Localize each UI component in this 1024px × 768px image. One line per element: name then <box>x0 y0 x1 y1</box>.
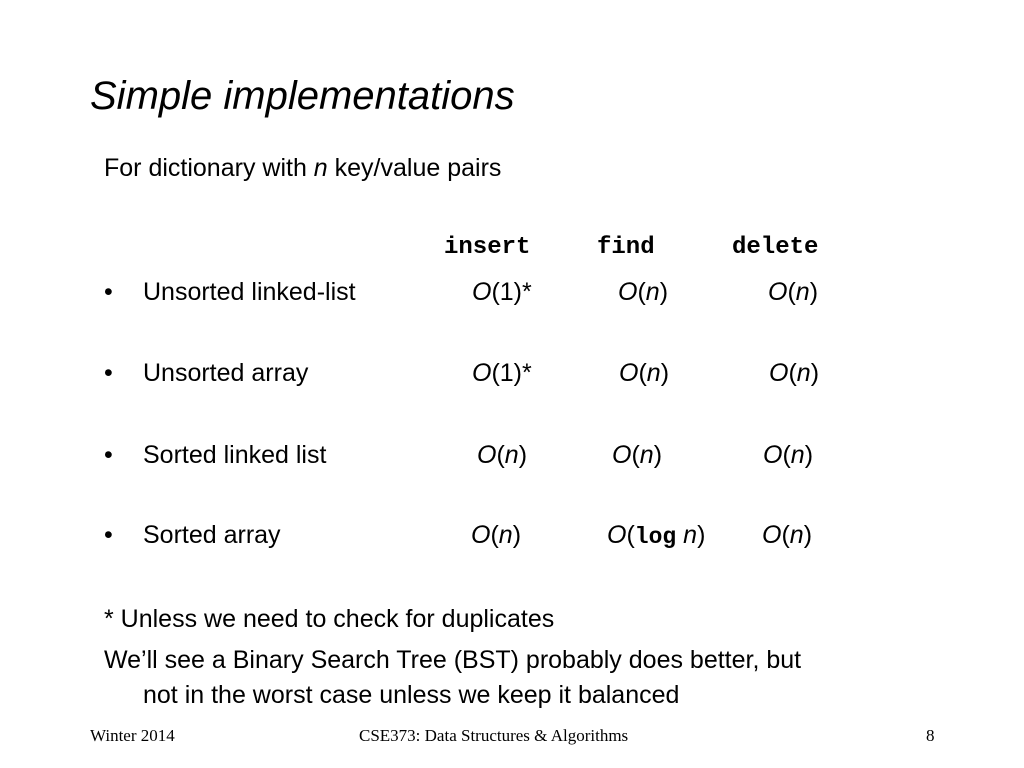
cell-insert <box>471 521 521 550</box>
big-o: O <box>477 441 497 469</box>
closing-line-1: We’ll see a Binary Search Tree (BST) probably does better, but <box>104 646 802 674</box>
big-o: O <box>607 521 627 549</box>
row-label: Unsorted linked-list <box>143 278 356 306</box>
big-o: O <box>768 278 788 306</box>
footer-center: CSE373: Data Structures & Algorithms <box>359 726 629 745</box>
cell-delete <box>768 278 818 307</box>
cell-text: ( <box>496 441 505 469</box>
bullet: • <box>104 359 113 387</box>
cell-text: ( <box>788 359 797 387</box>
closing-line-2: not in the worst case unless we keep it balanced <box>143 681 680 709</box>
cell-text: ) <box>809 278 819 306</box>
cell-text: ( <box>626 521 635 549</box>
var-n: n <box>790 441 805 469</box>
var-n: n <box>796 359 811 387</box>
bullet: • <box>104 521 113 549</box>
row-label: Sorted array <box>143 521 281 549</box>
slide-title: Simple implementations <box>90 74 515 118</box>
var-n: n <box>639 441 654 469</box>
cell-find <box>619 359 669 388</box>
big-o: O <box>472 278 492 306</box>
var-n: n <box>646 359 661 387</box>
cell-find <box>607 521 705 550</box>
log-keyword: log <box>634 524 677 550</box>
cell-text: ) <box>512 521 522 549</box>
cell-text: ( <box>631 441 640 469</box>
row-label: Sorted linked list <box>143 441 327 469</box>
cell-text: ) <box>697 521 706 549</box>
cell-delete <box>762 521 812 550</box>
var-n: n <box>504 441 519 469</box>
cell-delete <box>763 441 813 470</box>
big-o: O <box>762 521 782 549</box>
var-n: n <box>795 278 810 306</box>
cell-text: ) <box>518 441 528 469</box>
big-o: O <box>472 359 492 387</box>
big-o: O <box>471 521 491 549</box>
row-label: Unsorted array <box>143 359 309 387</box>
cell-text: ( <box>637 278 646 306</box>
cell-text: (1)* <box>491 359 532 387</box>
intro-var: n <box>313 154 328 182</box>
footnote: * Unless we need to check for duplicates <box>104 605 555 633</box>
cell-text: ) <box>660 359 670 387</box>
intro-prefix: For dictionary with <box>104 154 314 182</box>
cell-find <box>612 441 662 470</box>
cell-insert <box>477 441 527 470</box>
footer-left: Winter 2014 <box>90 726 175 745</box>
var-n: n <box>498 521 513 549</box>
big-o: O <box>763 441 783 469</box>
cell-text: ) <box>803 521 813 549</box>
column-header-delete: delete <box>732 234 819 261</box>
cell-text: ( <box>490 521 499 549</box>
cell-text: ) <box>659 278 669 306</box>
cell-text: ) <box>810 359 820 387</box>
cell-text: ( <box>781 521 790 549</box>
cell-insert <box>472 278 532 307</box>
big-o: O <box>769 359 789 387</box>
cell-find <box>618 278 668 307</box>
big-o: O <box>612 441 632 469</box>
var-n: n <box>789 521 804 549</box>
cell-insert <box>472 359 532 388</box>
page-number: 8 <box>926 726 935 745</box>
cell-delete <box>769 359 819 388</box>
intro-line <box>104 154 501 183</box>
column-header-find: find <box>597 234 655 261</box>
var-n: n <box>676 521 698 549</box>
bullet: • <box>104 441 113 469</box>
var-n: n <box>645 278 660 306</box>
big-o: O <box>619 359 639 387</box>
cell-text: (1)* <box>491 278 532 306</box>
big-o: O <box>618 278 638 306</box>
cell-text: ( <box>782 441 791 469</box>
cell-text: ( <box>787 278 796 306</box>
intro-suffix: key/value pairs <box>327 154 502 182</box>
bullet: • <box>104 278 113 306</box>
cell-text: ( <box>638 359 647 387</box>
cell-text: ) <box>804 441 814 469</box>
column-header-insert: insert <box>444 234 531 261</box>
cell-text: ) <box>653 441 663 469</box>
